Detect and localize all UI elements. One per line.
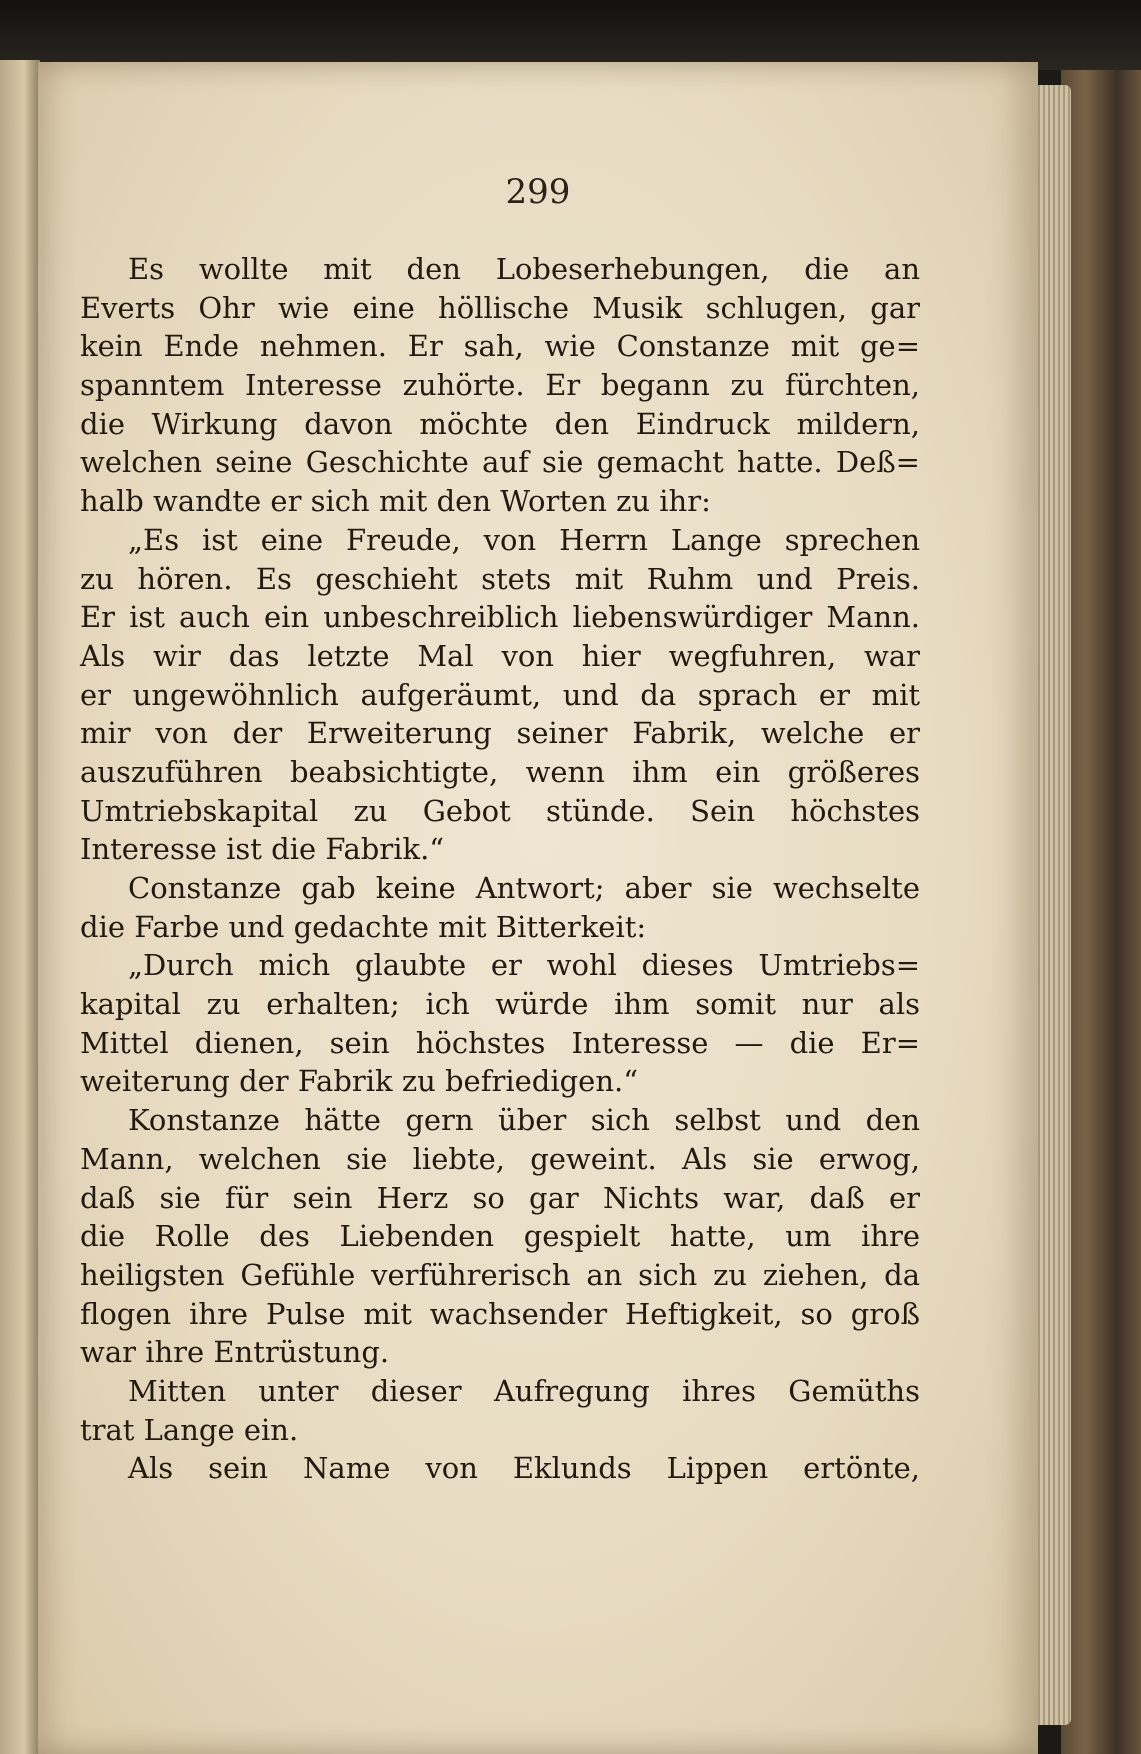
text-line: Als sein Name von Eklunds Lippen ertönte, xyxy=(128,1451,920,1486)
text-line: Konstanze hätte gern über sich selbst und den xyxy=(128,1103,920,1138)
text-line: Mittel dienen, sein höchstes Interesse — die Er= xyxy=(80,1025,920,1060)
text-line: kein Ende nehmen. Er sah, wie Constanze mit ge= xyxy=(80,329,920,364)
left-page-edge xyxy=(0,60,40,1754)
text-line: kapital zu erhalten; ich würde ihm somit nur als xyxy=(80,987,920,1022)
text-line: Es wollte mit den Lobeserhebungen, die an xyxy=(128,252,920,286)
page-number: 299 xyxy=(505,172,571,212)
text-line: Interesse ist die Fabrik.“ xyxy=(80,832,445,867)
text-line: Constanze gab keine Antwort; aber sie wechselte xyxy=(128,871,920,905)
text-line: Als wir das letzte Mal von hier wegfuhren, war xyxy=(80,638,920,673)
text-line: halb wandte er sich mit den Worten zu ihr: xyxy=(80,484,711,519)
text-line: „Es ist eine Freude, von Herrn Lange sprechen xyxy=(128,522,920,557)
book-cover-edge xyxy=(1061,70,1141,1754)
text-line: die Wirkung davon möchte den Eindruck mildern, xyxy=(80,406,920,441)
text-line: die Rolle des Liebenden gespielt hatte, um ihre xyxy=(80,1219,920,1254)
text-line: Mann, welchen sie liebte, geweint. Als sie erwog, xyxy=(80,1141,920,1176)
text-line: Mitten unter dieser Aufregung ihres Gemüths xyxy=(128,1373,920,1408)
text-line: spanntem Interesse zuhörte. Er begann zu fürchten, xyxy=(80,368,920,403)
text-line: war ihre Entrüstung. xyxy=(80,1335,390,1370)
text-line: mir von der Erweiterung seiner Fabrik, welche er xyxy=(80,716,920,751)
text-line: weiterung der Fabrik zu befriedigen.“ xyxy=(80,1064,639,1099)
text-line: heiligsten Gefühle verführerisch an sich zu ziehen, da xyxy=(80,1257,920,1292)
text-line: die Farbe und gedachte mit Bitterkeit: xyxy=(80,909,647,944)
text-line: er ungewöhnlich aufgeräumt, und da sprach er mit xyxy=(80,677,920,712)
text-line: zu hören. Es geschieht stets mit Ruhm und Preis. xyxy=(80,561,920,596)
body-text xyxy=(80,250,920,1488)
text-line: daß sie für sein Herz so gar Nichts war, daß er xyxy=(80,1180,920,1215)
text-line: Er ist auch ein unbeschreiblich liebenswürdiger Mann. xyxy=(80,600,920,635)
text-line: Everts Ohr wie eine höllische Musik schlugen, gar xyxy=(80,290,920,325)
page-stack-edge xyxy=(1035,85,1071,1725)
text-line: trat Lange ein. xyxy=(80,1412,299,1447)
text-line: Umtriebskapital zu Gebot stünde. Sein höchstes xyxy=(80,793,920,828)
book-page xyxy=(38,62,1038,1754)
text-line: welchen seine Geschichte auf sie gemacht hatte. Deß= xyxy=(80,445,920,480)
text-line: flogen ihre Pulse mit wachsender Heftigkeit, so groß xyxy=(80,1296,920,1331)
text-line: „Durch mich glaubte er wohl dieses Umtriebs= xyxy=(128,948,920,983)
book-spine-shadow xyxy=(0,0,1141,70)
text-line: auszuführen beabsichtigte, wenn ihm ein größeres xyxy=(80,754,920,789)
